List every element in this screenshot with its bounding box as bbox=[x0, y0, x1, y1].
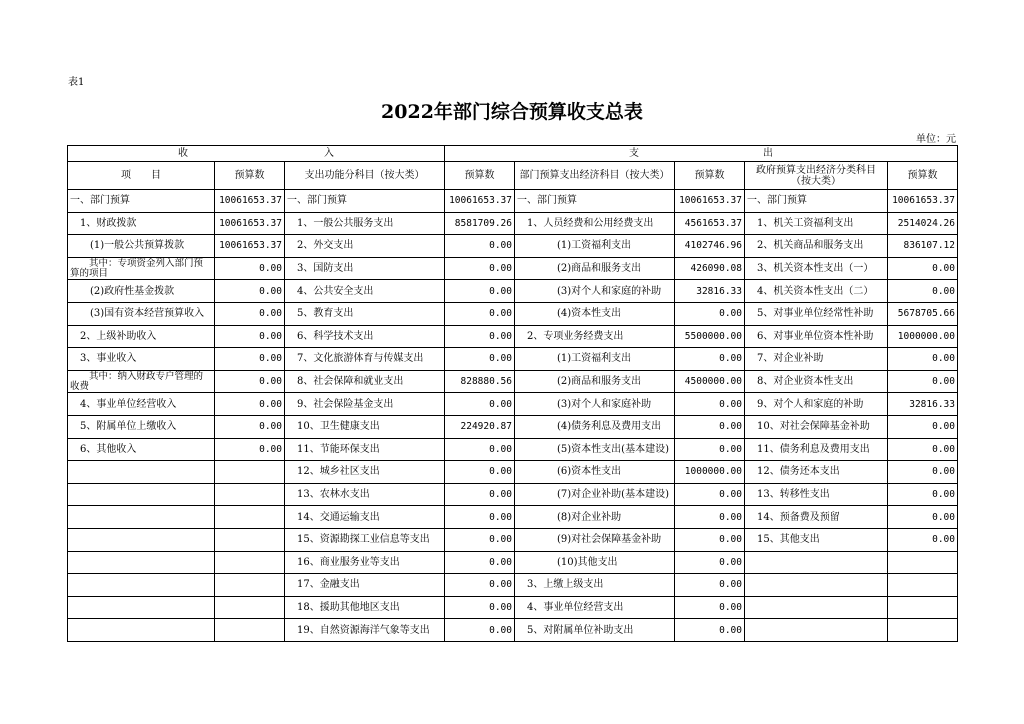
column-header-row bbox=[68, 162, 958, 190]
table-row bbox=[68, 483, 958, 506]
cell-budget4 bbox=[888, 619, 958, 642]
col-budget1: 预算数 bbox=[215, 162, 285, 190]
cell-budget1: 0.00 bbox=[215, 393, 285, 416]
cell-gov-econ: 4、机关资本性支出（二） bbox=[745, 280, 888, 303]
cell-budget3: 0.00 bbox=[675, 438, 745, 461]
col-budget3: 预算数 bbox=[675, 162, 745, 190]
cell-budget3: 5500000.00 bbox=[675, 325, 745, 348]
cell-budget3: 0.00 bbox=[675, 506, 745, 529]
cell-budget3: 426090.08 bbox=[675, 257, 745, 280]
cell-func-subject: 2、外交支出 bbox=[285, 235, 445, 258]
cell-budget2: 0.00 bbox=[445, 574, 515, 597]
cell-dept-econ: 3、上缴上级支出 bbox=[515, 574, 675, 597]
cell-gov-econ: 14、预备费及预留 bbox=[745, 506, 888, 529]
cell-budget2: 0.00 bbox=[445, 348, 515, 371]
table-number: 表1 bbox=[68, 77, 85, 88]
table-row bbox=[68, 528, 958, 551]
col-gov-econ: 政府预算支出经济分类科目（按大类） bbox=[745, 162, 888, 190]
cell-budget3: 10061653.37 bbox=[675, 190, 745, 213]
cell-budget4: 32816.33 bbox=[888, 393, 958, 416]
cell-gov-econ: 1、机关工资福利支出 bbox=[745, 212, 888, 235]
cell-gov-econ: 5、对事业单位经常性补助 bbox=[745, 302, 888, 325]
cell-budget3: 0.00 bbox=[675, 574, 745, 597]
cell-item: 其中：专项资金列入部门预算的项目 bbox=[68, 257, 215, 280]
table-row bbox=[68, 348, 958, 371]
table-row bbox=[68, 393, 958, 416]
cell-item: 3、事业收入 bbox=[68, 348, 215, 371]
cell-item: 5、附属单位上缴收入 bbox=[68, 415, 215, 438]
table-row bbox=[68, 235, 958, 258]
cell-budget1 bbox=[215, 461, 285, 484]
cell-budget4: 0.00 bbox=[888, 415, 958, 438]
cell-func-subject: 11、节能环保支出 bbox=[285, 438, 445, 461]
cell-budget4: 0.00 bbox=[888, 506, 958, 529]
cell-budget1: 0.00 bbox=[215, 370, 285, 393]
cell-budget3: 4102746.96 bbox=[675, 235, 745, 258]
cell-budget1 bbox=[215, 528, 285, 551]
cell-dept-econ: (3)对个人和家庭的补助 bbox=[515, 280, 675, 303]
cell-dept-econ: 一、部门预算 bbox=[515, 190, 675, 213]
cell-budget4: 0.00 bbox=[888, 257, 958, 280]
expense-header-a: 支 bbox=[629, 148, 639, 159]
cell-budget2: 0.00 bbox=[445, 302, 515, 325]
cell-func-subject: 3、国防支出 bbox=[285, 257, 445, 280]
cell-budget4: 0.00 bbox=[888, 461, 958, 484]
cell-budget3: 0.00 bbox=[675, 596, 745, 619]
income-group-header bbox=[68, 146, 445, 162]
cell-dept-econ: (8)对企业补助 bbox=[515, 506, 675, 529]
cell-func-subject: 一、部门预算 bbox=[285, 190, 445, 213]
cell-gov-econ: 6、对事业单位资本性补助 bbox=[745, 325, 888, 348]
cell-budget2: 10061653.37 bbox=[445, 190, 515, 213]
cell-dept-econ: (9)对社会保障基金补助 bbox=[515, 528, 675, 551]
cell-item: (2)政府性基金拨款 bbox=[68, 280, 215, 303]
cell-budget2: 224920.87 bbox=[445, 415, 515, 438]
cell-budget1: 0.00 bbox=[215, 325, 285, 348]
cell-budget3: 1000000.00 bbox=[675, 461, 745, 484]
cell-budget1: 0.00 bbox=[215, 415, 285, 438]
cell-func-subject: 7、文化旅游体育与传媒支出 bbox=[285, 348, 445, 371]
cell-budget1: 0.00 bbox=[215, 302, 285, 325]
cell-budget4: 2514024.26 bbox=[888, 212, 958, 235]
cell-item bbox=[68, 483, 215, 506]
cell-budget3: 0.00 bbox=[675, 619, 745, 642]
col-dept-econ: 部门预算支出经济科目（按大类） bbox=[515, 162, 675, 190]
cell-budget2: 0.00 bbox=[445, 257, 515, 280]
cell-budget3: 0.00 bbox=[675, 483, 745, 506]
cell-budget4: 836107.12 bbox=[888, 235, 958, 258]
cell-dept-econ: (3)对个人和家庭补助 bbox=[515, 393, 675, 416]
cell-budget1: 0.00 bbox=[215, 280, 285, 303]
income-header-a: 收 bbox=[178, 148, 188, 159]
cell-func-subject: 15、资源勘探工业信息等支出 bbox=[285, 528, 445, 551]
cell-dept-econ: 4、事业单位经营支出 bbox=[515, 596, 675, 619]
cell-budget2: 0.00 bbox=[445, 438, 515, 461]
cell-budget1 bbox=[215, 506, 285, 529]
table-row bbox=[68, 574, 958, 597]
cell-budget2: 0.00 bbox=[445, 596, 515, 619]
cell-budget4: 0.00 bbox=[888, 483, 958, 506]
cell-dept-econ: (2)商品和服务支出 bbox=[515, 257, 675, 280]
col-budget2: 预算数 bbox=[445, 162, 515, 190]
cell-dept-econ: (2)商品和服务支出 bbox=[515, 370, 675, 393]
cell-item: 6、其他收入 bbox=[68, 438, 215, 461]
cell-item bbox=[68, 461, 215, 484]
cell-item: (1)一般公共预算拨款 bbox=[68, 235, 215, 258]
table-row bbox=[68, 190, 958, 213]
table-row bbox=[68, 325, 958, 348]
cell-budget2: 0.00 bbox=[445, 393, 515, 416]
cell-budget2: 0.00 bbox=[445, 483, 515, 506]
cell-dept-econ: (4)资本性支出 bbox=[515, 302, 675, 325]
cell-item: 其中：纳入财政专户管理的收费 bbox=[68, 370, 215, 393]
cell-func-subject: 8、社会保障和就业支出 bbox=[285, 370, 445, 393]
cell-budget4: 5678705.66 bbox=[888, 302, 958, 325]
cell-budget1: 0.00 bbox=[215, 438, 285, 461]
cell-budget1: 10061653.37 bbox=[215, 190, 285, 213]
cell-budget2: 0.00 bbox=[445, 506, 515, 529]
cell-item bbox=[68, 528, 215, 551]
cell-budget3: 4500000.00 bbox=[675, 370, 745, 393]
table-row bbox=[68, 257, 958, 280]
table-row bbox=[68, 619, 958, 642]
cell-item: 4、事业单位经营收入 bbox=[68, 393, 215, 416]
cell-item: (3)国有资本经营预算收入 bbox=[68, 302, 215, 325]
cell-item: 1、财政拨款 bbox=[68, 212, 215, 235]
cell-budget3: 32816.33 bbox=[675, 280, 745, 303]
cell-func-subject: 4、公共安全支出 bbox=[285, 280, 445, 303]
cell-item bbox=[68, 619, 215, 642]
table-row bbox=[68, 596, 958, 619]
cell-budget2: 0.00 bbox=[445, 235, 515, 258]
cell-budget4: 0.00 bbox=[888, 280, 958, 303]
cell-item bbox=[68, 506, 215, 529]
cell-func-subject: 6、科学技术支出 bbox=[285, 325, 445, 348]
cell-gov-econ: 15、其他支出 bbox=[745, 528, 888, 551]
cell-func-subject: 18、援助其他地区支出 bbox=[285, 596, 445, 619]
cell-dept-econ: (4)债务利息及费用支出 bbox=[515, 415, 675, 438]
cell-func-subject: 9、社会保险基金支出 bbox=[285, 393, 445, 416]
cell-budget4: 0.00 bbox=[888, 528, 958, 551]
cell-dept-econ: (1)工资福利支出 bbox=[515, 235, 675, 258]
cell-budget1: 10061653.37 bbox=[215, 212, 285, 235]
cell-budget1 bbox=[215, 483, 285, 506]
cell-func-subject: 19、自然资源海洋气象等支出 bbox=[285, 619, 445, 642]
page-title: 2022年部门综合预算收支总表 bbox=[381, 101, 643, 123]
cell-item bbox=[68, 574, 215, 597]
cell-func-subject: 13、农林水支出 bbox=[285, 483, 445, 506]
col-budget4: 预算数 bbox=[888, 162, 958, 190]
cell-budget2: 0.00 bbox=[445, 551, 515, 574]
cell-budget2: 828880.56 bbox=[445, 370, 515, 393]
cell-gov-econ bbox=[745, 551, 888, 574]
cell-dept-econ: (6)资本性支出 bbox=[515, 461, 675, 484]
cell-budget4: 10061653.37 bbox=[888, 190, 958, 213]
cell-gov-econ bbox=[745, 574, 888, 597]
cell-gov-econ: 11、债务利息及费用支出 bbox=[745, 438, 888, 461]
cell-budget4: 0.00 bbox=[888, 438, 958, 461]
cell-dept-econ: (1)工资福利支出 bbox=[515, 348, 675, 371]
cell-budget3: 0.00 bbox=[675, 348, 745, 371]
cell-func-subject: 1、一般公共服务支出 bbox=[285, 212, 445, 235]
cell-budget2: 0.00 bbox=[445, 461, 515, 484]
table-row bbox=[68, 506, 958, 529]
table-row bbox=[68, 461, 958, 484]
cell-func-subject: 10、卫生健康支出 bbox=[285, 415, 445, 438]
table-row bbox=[68, 551, 958, 574]
col-func-subject: 支出功能分科目（按大类） bbox=[285, 162, 445, 190]
cell-func-subject: 16、商业服务业等支出 bbox=[285, 551, 445, 574]
cell-gov-econ bbox=[745, 619, 888, 642]
cell-gov-econ: 8、对企业资本性支出 bbox=[745, 370, 888, 393]
table-row bbox=[68, 438, 958, 461]
cell-gov-econ: 12、债务还本支出 bbox=[745, 461, 888, 484]
cell-budget2: 0.00 bbox=[445, 280, 515, 303]
cell-budget1: 0.00 bbox=[215, 257, 285, 280]
cell-gov-econ: 10、对社会保障基金补助 bbox=[745, 415, 888, 438]
table-row bbox=[68, 415, 958, 438]
cell-dept-econ: 5、对附属单位补助支出 bbox=[515, 619, 675, 642]
cell-budget1 bbox=[215, 596, 285, 619]
cell-gov-econ: 2、机关商品和服务支出 bbox=[745, 235, 888, 258]
table-row bbox=[68, 302, 958, 325]
budget-summary-table bbox=[67, 145, 958, 642]
cell-budget2: 0.00 bbox=[445, 528, 515, 551]
cell-budget1: 10061653.37 bbox=[215, 235, 285, 258]
cell-budget2: 0.00 bbox=[445, 619, 515, 642]
cell-func-subject: 17、金融支出 bbox=[285, 574, 445, 597]
cell-item: 一、部门预算 bbox=[68, 190, 215, 213]
cell-budget1: 0.00 bbox=[215, 348, 285, 371]
cell-budget1 bbox=[215, 574, 285, 597]
cell-gov-econ: 9、对个人和家庭的补助 bbox=[745, 393, 888, 416]
cell-budget3: 0.00 bbox=[675, 393, 745, 416]
cell-dept-econ: (7)对企业补助(基本建设) bbox=[515, 483, 675, 506]
cell-budget4: 1000000.00 bbox=[888, 325, 958, 348]
cell-gov-econ: 一、部门预算 bbox=[745, 190, 888, 213]
cell-dept-econ: (5)资本性支出(基本建设) bbox=[515, 438, 675, 461]
cell-func-subject: 14、交通运输支出 bbox=[285, 506, 445, 529]
expense-header-b: 出 bbox=[763, 148, 773, 159]
cell-budget3: 0.00 bbox=[675, 415, 745, 438]
cell-gov-econ: 7、对企业补助 bbox=[745, 348, 888, 371]
cell-budget2: 0.00 bbox=[445, 325, 515, 348]
cell-gov-econ: 13、转移性支出 bbox=[745, 483, 888, 506]
cell-item bbox=[68, 551, 215, 574]
cell-budget3: 4561653.37 bbox=[675, 212, 745, 235]
col-item: 项 目 bbox=[68, 162, 215, 190]
cell-budget4 bbox=[888, 596, 958, 619]
cell-budget2: 8581709.26 bbox=[445, 212, 515, 235]
cell-budget4: 0.00 bbox=[888, 348, 958, 371]
cell-dept-econ: 2、专项业务经费支出 bbox=[515, 325, 675, 348]
cell-func-subject: 5、教育支出 bbox=[285, 302, 445, 325]
cell-budget3: 0.00 bbox=[675, 302, 745, 325]
group-header-row bbox=[68, 146, 958, 162]
table-row bbox=[68, 280, 958, 303]
cell-budget1 bbox=[215, 551, 285, 574]
cell-dept-econ: (10)其他支出 bbox=[515, 551, 675, 574]
cell-budget4: 0.00 bbox=[888, 370, 958, 393]
cell-budget4 bbox=[888, 574, 958, 597]
expense-group-header bbox=[445, 146, 958, 162]
cell-item: 2、上级补助收入 bbox=[68, 325, 215, 348]
table-row bbox=[68, 212, 958, 235]
cell-gov-econ: 3、机关资本性支出（一） bbox=[745, 257, 888, 280]
cell-item bbox=[68, 596, 215, 619]
cell-func-subject: 12、城乡社区支出 bbox=[285, 461, 445, 484]
cell-dept-econ: 1、人员经费和公用经费支出 bbox=[515, 212, 675, 235]
cell-budget1 bbox=[215, 619, 285, 642]
cell-budget4 bbox=[888, 551, 958, 574]
cell-budget3: 0.00 bbox=[675, 528, 745, 551]
unit-label: 单位：元 bbox=[916, 134, 956, 145]
cell-gov-econ bbox=[745, 596, 888, 619]
table-row bbox=[68, 370, 958, 393]
cell-budget3: 0.00 bbox=[675, 551, 745, 574]
income-header-b: 入 bbox=[324, 148, 334, 159]
